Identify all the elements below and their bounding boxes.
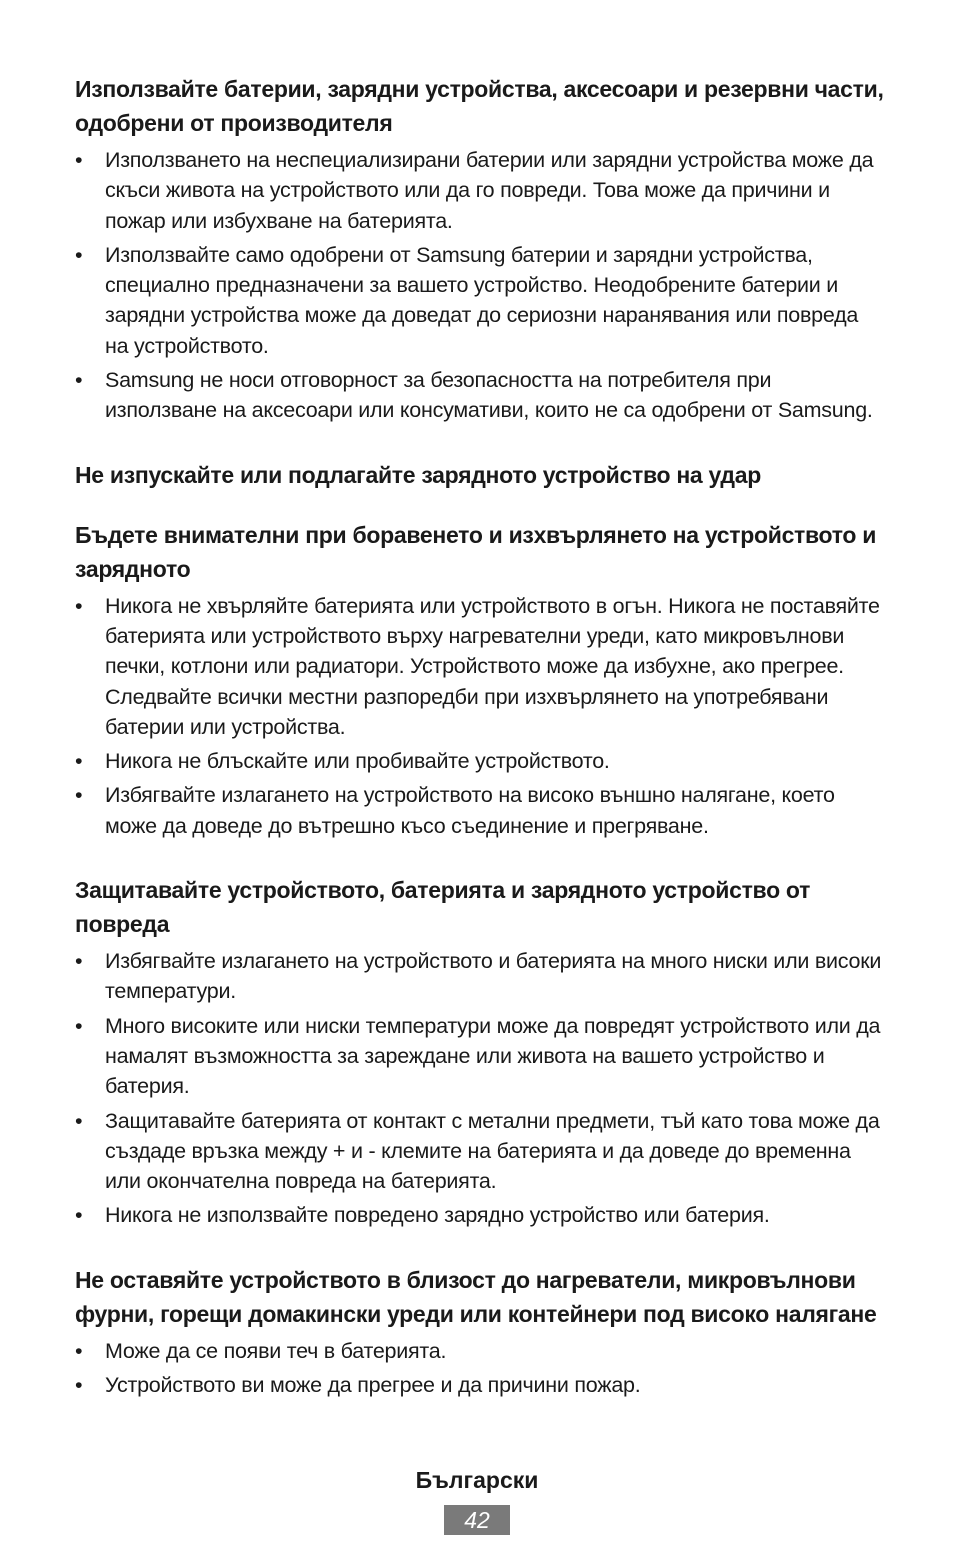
bullet-icon: • (75, 1013, 83, 1038)
list-item (75, 1336, 885, 1366)
section-handling-disposal (75, 518, 885, 841)
bullet-icon: • (75, 1203, 83, 1228)
document-body (75, 72, 885, 1404)
list-item (75, 746, 885, 776)
bullet-icon: • (75, 148, 83, 172)
section-heat-sources (75, 1263, 885, 1401)
list-item-text: Устройството ви може да прегрее и да причини пожар. (105, 1373, 641, 1398)
list-item-text: Избягвайте излагането на устройството и батерията на много ниски или високи температури. (105, 949, 882, 1004)
list-item-text: Използването на неспециализирани батерии или зарядни устройства може да скъси живота на устройството или да го повреди. Това може да причини и пожар или избухване на батерията. (105, 148, 874, 233)
bullet-icon: • (75, 749, 83, 774)
bullet-icon: • (75, 1108, 83, 1133)
list-item (75, 1106, 885, 1197)
bullet-list (75, 591, 885, 841)
bullet-icon: • (75, 783, 83, 808)
list-item (75, 780, 885, 841)
section-no-drop (75, 458, 885, 492)
list-item-text: Никога не използвайте повредено зарядно устройство или батерия. (105, 1203, 770, 1228)
section-protect-device (75, 873, 885, 1231)
list-item-text: Избягвайте излагането на устройството на високо външно налягане, което може да доведе до вътрешно късо съединение и прегряване. (105, 783, 835, 838)
bullet-list (75, 1336, 885, 1401)
bullet-list (75, 946, 885, 1231)
section-heading: Не оставяйте устройството в близост до нагреватели, микровълнови фурни, горещи домакински уреди или контейнери под високо налягане (75, 1266, 877, 1327)
section-approved-parts (75, 72, 885, 426)
list-item (75, 946, 885, 1007)
list-item-text: Никога не блъскайте или пробивайте устройството. (105, 749, 610, 774)
page-footer (0, 1464, 954, 1496)
list-item-text: Използвайте само одобрени от Samsung батерии и зарядни устройства, специално предназначени за вашето устройство. Неодобрените батерии и зарядни устройства може да доведат до сериозни наранявания или повреда на устройството. (105, 242, 859, 358)
section-heading: Бъдете внимателни при боравенето и изхвърлянето на устройството и зарядното (75, 521, 877, 582)
section-heading: Използвайте батерии, зарядни устройства, аксесоари и резервни части, одобрени от производителя (75, 76, 884, 136)
list-item-text: Може да се появи теч в батерията. (105, 1338, 447, 1363)
list-item (75, 365, 885, 426)
bullet-icon: • (75, 1338, 83, 1363)
section-heading: Защитавайте устройството, батерията и зарядното устройство от повреда (75, 877, 811, 938)
bullet-icon: • (75, 1373, 83, 1398)
bullet-icon: • (75, 949, 83, 974)
list-item (75, 1370, 885, 1400)
footer-language: Български (415, 1467, 539, 1493)
list-item (75, 591, 885, 742)
list-item (75, 145, 885, 236)
page-number: 42 (444, 1505, 510, 1535)
list-item-text: Samsung не носи отговорност за безопасността на потребителя при използване на аксесоари или консумативи, които не са одобрени от Samsung. (105, 368, 873, 423)
bullet-icon: • (75, 242, 83, 267)
list-item-text: Много високите или ниски температури може да повредят устройството или да намалят възможността за зареждане или живота на вашето устройство и батерия. (105, 1013, 881, 1099)
list-item-text: Никога не хвърляйте батерията или устройството в огън. Никога не поставяйте батерията или устройството върху нагревателни уреди, като микровълнови печки, котлони или радиатори. Устройството може да избухне, ако прегрее. Следвайте всички местни разпоредби при изхвърлянето на употребявани батерии или устройства. (105, 593, 880, 739)
list-item (75, 1200, 885, 1230)
bullet-icon: • (75, 368, 83, 393)
list-item (75, 240, 885, 361)
list-item-text: Защитавайте батерията от контакт с метални предмети, тъй като това може да създаде връзка между + и - клемите на батерията и да доведе до временна или окончателна повреда на батерията. (105, 1108, 880, 1194)
bullet-list (75, 145, 885, 426)
list-item (75, 1011, 885, 1102)
bullet-icon: • (75, 593, 83, 618)
section-heading: Не изпускайте или подлагайте зарядното устройство на удар (75, 461, 761, 488)
